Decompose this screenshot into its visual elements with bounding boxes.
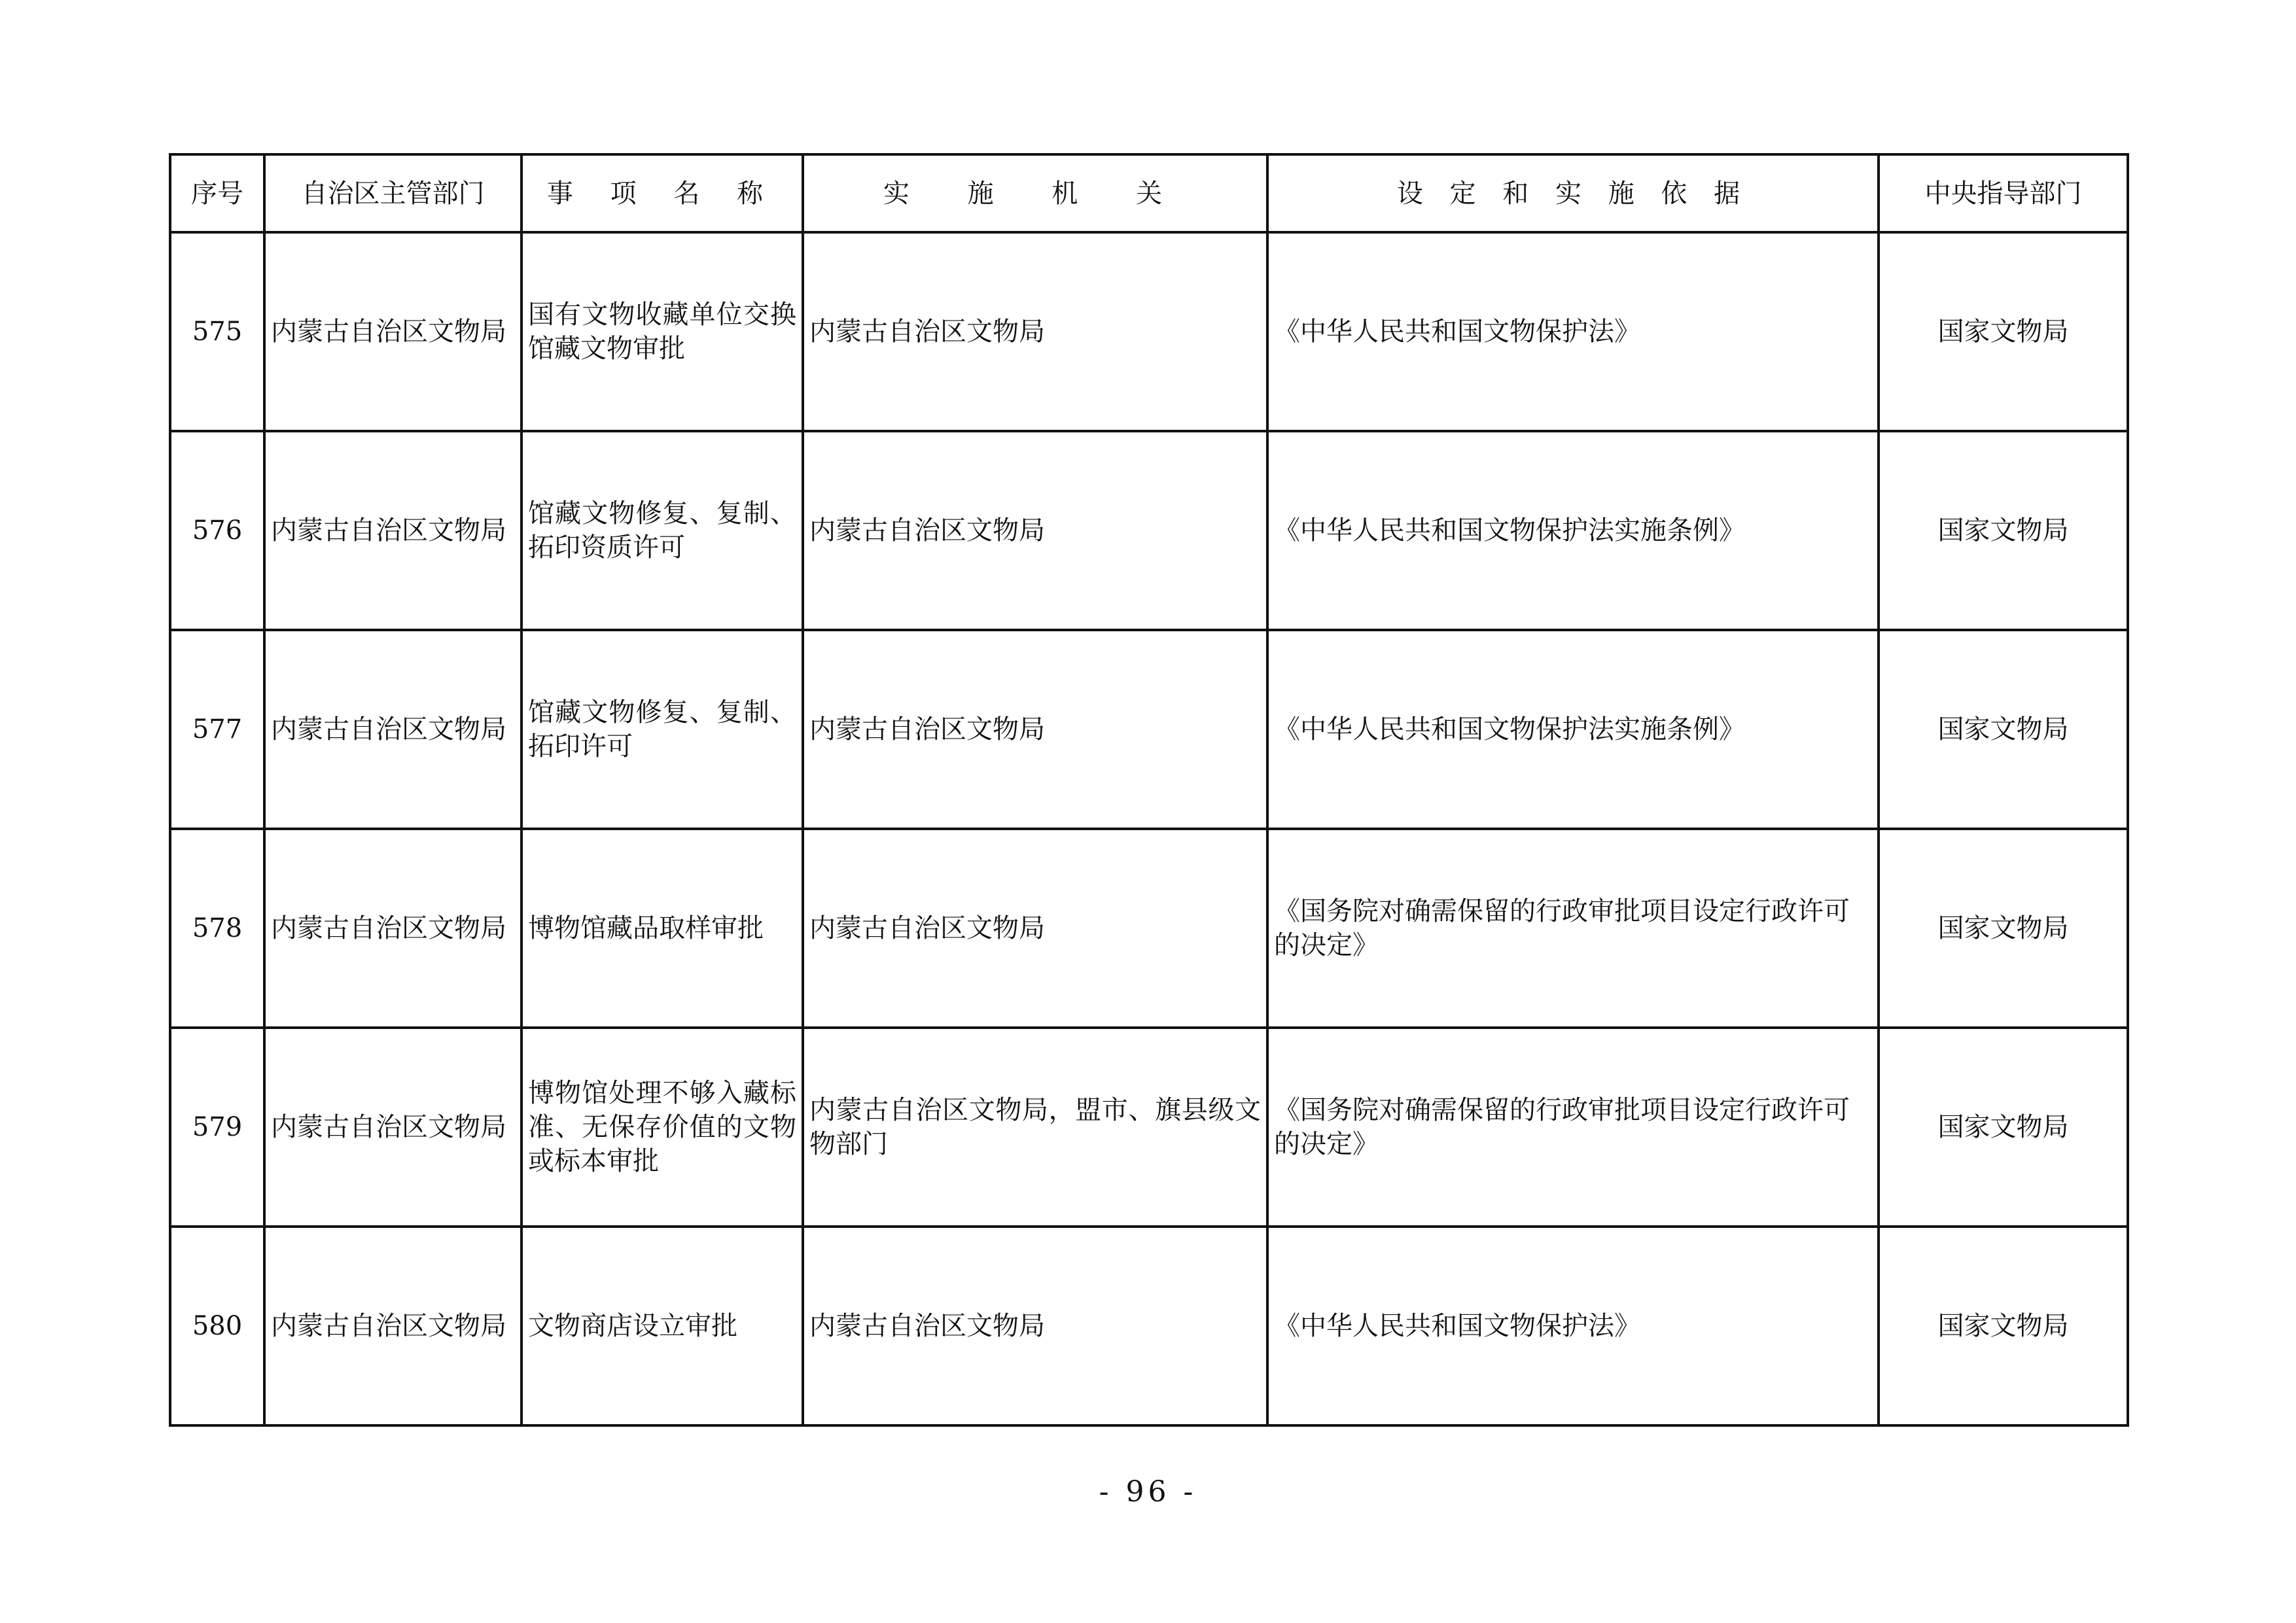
cell-agency: 内蒙古自治区文物局: [803, 630, 1267, 829]
table-row: [170, 1227, 2128, 1425]
cell-item: 文物商店设立审批: [521, 1227, 803, 1425]
cell-dept: 内蒙古自治区文物局: [264, 232, 521, 431]
cell-basis: 《国务院对确需保留的行政审批项目设定行政许可的决定》: [1267, 829, 1879, 1028]
page-number: - 96 -: [1099, 1475, 1197, 1509]
cell-dept: 内蒙古自治区文物局: [264, 431, 521, 630]
cell-item: 博物馆处理不够入藏标准、无保存价值的文物或标本审批: [521, 1028, 803, 1227]
table-row: [170, 431, 2128, 630]
header-dept: 自治区主管部门: [264, 154, 521, 232]
cell-central: 国家文物局: [1879, 232, 2128, 431]
header-basis: 设 定 和 实 施 依 据: [1267, 154, 1879, 232]
header-item: 事 项 名 称: [521, 154, 803, 232]
cell-agency: 内蒙古自治区文物局: [803, 829, 1267, 1028]
cell-seq: 576: [170, 431, 264, 630]
header-agency: 实 施 机 关: [803, 154, 1267, 232]
cell-basis: 《中华人民共和国文物保护法实施条例》: [1267, 431, 1879, 630]
cell-item: 博物馆藏品取样审批: [521, 829, 803, 1028]
cell-basis: 《中华人民共和国文物保护法实施条例》: [1267, 630, 1879, 829]
cell-agency: 内蒙古自治区文物局: [803, 1227, 1267, 1425]
cell-item: 馆藏文物修复、复制、拓印许可: [521, 630, 803, 829]
cell-central: 国家文物局: [1879, 829, 2128, 1028]
cell-central: 国家文物局: [1879, 431, 2128, 630]
cell-seq: 580: [170, 1227, 264, 1425]
header-central: 中央指导部门: [1879, 154, 2128, 232]
table-row: [170, 232, 2128, 431]
cell-agency: 内蒙古自治区文物局: [803, 232, 1267, 431]
header-seq: 序号: [170, 154, 264, 232]
table-header-row: [170, 154, 2128, 232]
cell-basis: 《中华人民共和国文物保护法》: [1267, 232, 1879, 431]
cell-dept: 内蒙古自治区文物局: [264, 1227, 521, 1425]
cell-central: 国家文物局: [1879, 1227, 2128, 1425]
cell-dept: 内蒙古自治区文物局: [264, 1028, 521, 1227]
cell-dept: 内蒙古自治区文物局: [264, 630, 521, 829]
approval-items-table: [169, 153, 2129, 1427]
cell-basis: 《国务院对确需保留的行政审批项目设定行政许可的决定》: [1267, 1028, 1879, 1227]
cell-central: 国家文物局: [1879, 630, 2128, 829]
cell-seq: 575: [170, 232, 264, 431]
table-row: [170, 630, 2128, 829]
table-row: [170, 1028, 2128, 1227]
cell-seq: 577: [170, 630, 264, 829]
cell-item: 馆藏文物修复、复制、拓印资质许可: [521, 431, 803, 630]
cell-seq: 578: [170, 829, 264, 1028]
cell-seq: 579: [170, 1028, 264, 1227]
cell-dept: 内蒙古自治区文物局: [264, 829, 521, 1028]
cell-item: 国有文物收藏单位交换馆藏文物审批: [521, 232, 803, 431]
cell-agency: 内蒙古自治区文物局: [803, 431, 1267, 630]
table-row: [170, 829, 2128, 1028]
cell-basis: 《中华人民共和国文物保护法》: [1267, 1227, 1879, 1425]
cell-agency: 内蒙古自治区文物局，盟市、旗县级文物部门: [803, 1028, 1267, 1227]
cell-central: 国家文物局: [1879, 1028, 2128, 1227]
